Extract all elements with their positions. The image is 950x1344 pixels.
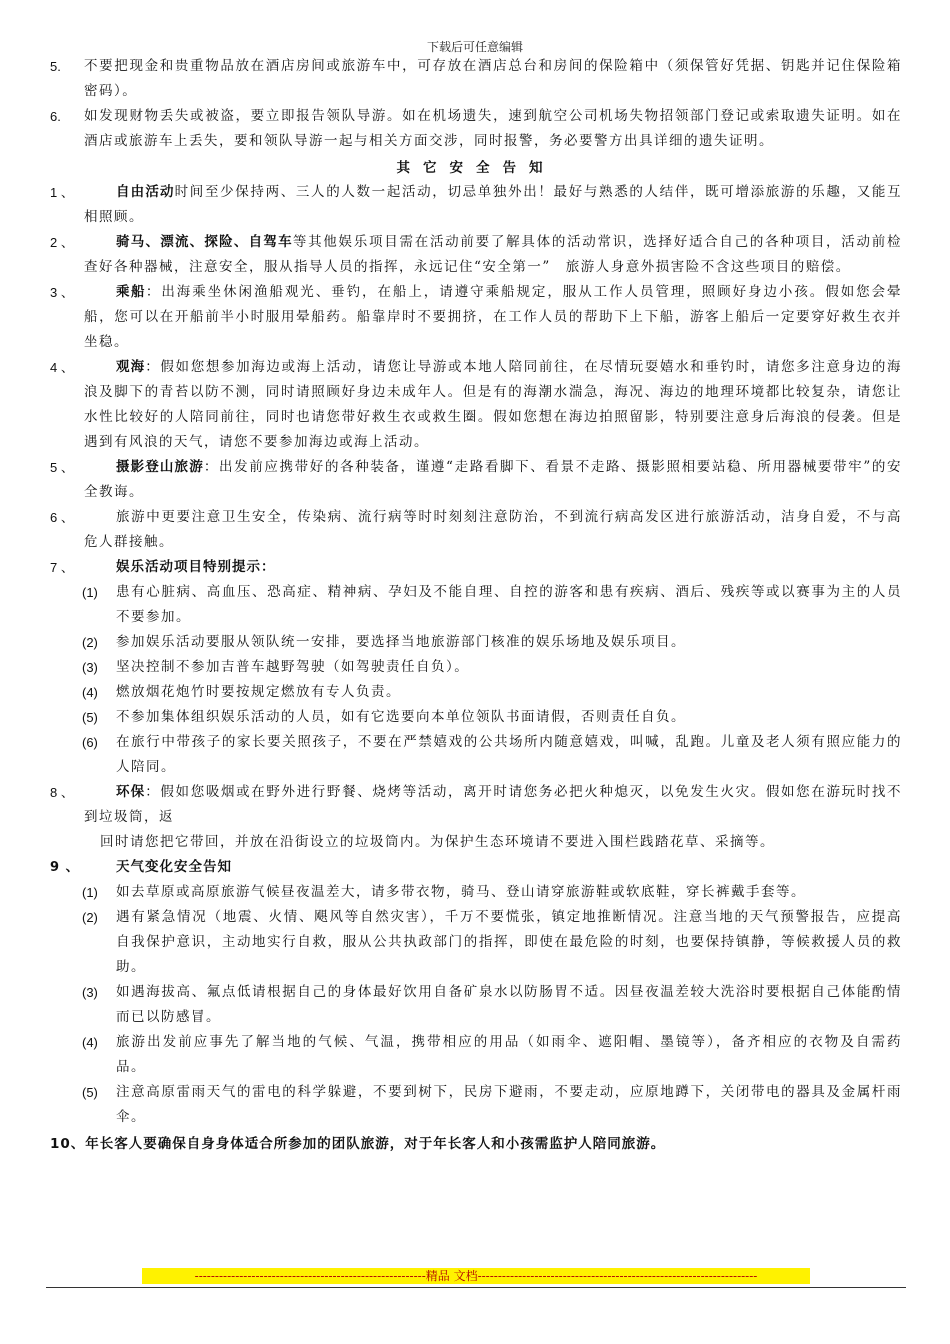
list-item-6: [50, 505, 902, 555]
item-bold-lead: 自由活动: [116, 184, 175, 200]
item-text: ：出发前应携带好的各种装备，谨遵“走路看脚下、看景不走路、摄影照相要站稳、所用器械要带牢”的安全教诲。: [84, 459, 903, 500]
list-item-3: [50, 280, 902, 355]
header-note: 下载后可任意编辑: [426, 40, 523, 54]
sub-item-7-4: [50, 680, 902, 705]
sub-number: (2): [82, 635, 98, 650]
item-bold-lead: 骑马、漂流、探险、自驾车: [116, 234, 293, 250]
sub-item-7-6: [50, 730, 902, 780]
sub-number: (1): [82, 885, 98, 900]
item-title: 天气变化安全告知: [116, 859, 232, 875]
sub-item-7-2: [50, 630, 902, 655]
sub-text: 患有心脏病、高血压、恐高症、精神病、孕妇及不能自理、自控的游客和患有疾病、酒后、残疾等或以赛事为主的人员不要参加。: [116, 584, 902, 625]
item-number: 1 、: [50, 185, 74, 200]
sub-number: (2): [82, 910, 98, 925]
sub-text: 燃放烟花炮竹时要按规定燃放有专人负责。: [116, 684, 401, 700]
sub-number: (1): [82, 585, 98, 600]
item-text: 等其他娱乐项目需在活动前要了解具体的活动常识，选择好适合自己的各种项目，活动前检查好各种器械，注意安全，服从指导人员的指挥，永远记住“安全第一” 旅游人身意外损害险不含这些项目的赔偿。: [84, 234, 903, 275]
list-item-1: [50, 180, 902, 230]
list-item-top-5: [50, 54, 902, 104]
list-item-9: [50, 855, 902, 880]
item-bold-lead: 环保: [116, 784, 146, 800]
sub-number: (5): [82, 710, 98, 725]
item-title: 娱乐活动项目特别提示：: [116, 559, 276, 575]
item-text: 不要把现金和贵重物品放在酒店房间或旅游车中，可存放在酒店总台和房间的保险箱中（须保管好凭据、钥匙并记住保险箱密码）。: [84, 58, 902, 99]
item-text: ：假如您想参加海边或海上活动，请您让导游或本地人陪同前往，在尽情玩耍嬉水和垂钓时，请您多注意身边的海浪及脚下的青苔以防不测，同时请照顾好身边未成年人。但是有的海潮水湍急，海况、海边的地理环境都比较复杂，请您让水性比较好的人陪同前往，同时也请您带好救生衣或救生圈。假如您想在海边拍照留影，特别要注意身后海浪的侵袭。但是遇到有风浪的天气，请您不要参加海边或海上活动。: [84, 359, 903, 450]
sub-text: 在旅行中带孩子的家长要关照孩子，不要在严禁嬉戏的公共场所内随意嬉戏，叫喊，乱跑。儿童及老人须有照应能力的人陪同。: [116, 734, 902, 775]
list-item-2: [50, 230, 902, 280]
item-number: 6 、: [50, 510, 74, 525]
item-text: 旅游中更要注意卫生安全，传染病、流行病等时时刻刻注意防治，不到流行病高发区进行旅游活动，洁身自爱，不与高危人群接触。: [84, 509, 902, 550]
sub-number: (5): [82, 1085, 98, 1100]
list-item-top-6: [50, 104, 902, 154]
document-body: [50, 54, 902, 1157]
item-bold-lead: 观海: [116, 359, 146, 375]
section-title: 其它安全告知: [396, 160, 556, 176]
item-number: 6.: [50, 109, 61, 124]
sub-item-9-3: [50, 980, 902, 1030]
sub-text: 参加娱乐活动要服从领队统一安排，要选择当地旅游部门核准的娱乐场地及娱乐项目。: [116, 634, 686, 650]
list-item-8: [50, 780, 902, 830]
list-item-7: [50, 555, 902, 580]
sub-text: 坚决控制不参加吉普车越野驾驶（如驾驶责任自负）。: [116, 659, 470, 675]
sub-item-7-1: [50, 580, 902, 630]
sub-item-9-5: [50, 1080, 902, 1130]
sub-item-7-5: [50, 705, 902, 730]
sub-text: 如去草原或高原旅游气候昼夜温差大，请多带衣物，骑马、登山请穿旅游鞋或软底鞋，穿长裤戴手套等。: [116, 884, 806, 900]
sub-number: (4): [82, 1035, 98, 1050]
sub-item-7-3: [50, 655, 902, 680]
sub-number: (3): [82, 985, 98, 1000]
list-item-4: [50, 355, 902, 455]
item-text: 时间至少保持两、三人的人数一起活动，切忌单独外出！最好与熟悉的人结伴，既可增添旅游的乐趣，又能互相照顾。: [84, 184, 903, 225]
item-bold-lead: 摄影登山旅游: [116, 459, 204, 475]
item-number: 5.: [50, 59, 61, 74]
sub-item-9-1: [50, 880, 902, 905]
sub-number: (4): [82, 685, 98, 700]
item-bold-lead: 乘船: [116, 284, 146, 300]
item-number: 7 、: [50, 560, 74, 575]
sub-text: 遇有紧急情况（地震、火情、飓风等自然灾害），千万不要慌张，镇定地推断情况。注意当地的天气预警报告，应提高自我保护意识，主动地实行自救，服从公共执政部门的指挥，即使在最危险的时刻，也要保持镇静，等候救援人员的救助。: [116, 909, 902, 975]
sub-text: 注意高原雷雨天气的雷电的科学躲避，不要到树下，民房下避雨，不要走动，应原地蹲下，关闭带电的器具及金属杆雨伞。: [116, 1084, 902, 1125]
item-text: ：假如您吸烟或在野外进行野餐、烧烤等活动，离开时请您务必把火种熄灭，以免发生火灾。假如您在游玩时找不到垃圾筒，返: [84, 784, 903, 825]
sub-number: (3): [82, 660, 98, 675]
sub-text: 旅游出发前应事先了解当地的气候、气温，携带相应的用品（如雨伞、遮阳帽、墨镜等），备齐相应的衣物及自需药品。: [116, 1034, 902, 1075]
item-number: 2 、: [50, 235, 74, 250]
list-item-8-continuation: 回时请您把它带回，并放在沿街设立的垃圾筒内。为保护生态环境请不要进入围栏践踏花草、采摘等。: [100, 834, 775, 850]
item-number: 4 、: [50, 360, 74, 375]
sub-text: 如遇海拔高、氟点低请根据自己的身体最好饮用自备矿泉水以防肠胃不适。因昼夜温差较大洗浴时要根据自己体能酌情而已以防感冒。: [116, 984, 902, 1025]
item-text: ：出海乘坐休闲渔船观光、垂钓，在船上，请遵守乘船规定，服从工作人员管理，照顾好身边小孩。假如您会晕船，您可以在开船前半小时服用晕船药。船靠岸时不要拥挤，在工作人员的帮助下上下船，游客上船后一定要穿好救生衣并坐稳。: [84, 284, 903, 350]
item-number: 5 、: [50, 460, 74, 475]
sub-text: 不参加集体组织娱乐活动的人员，如有它选要向本单位领队书面请假，否则责任自负。: [116, 709, 686, 725]
list-item-10: 10、年长客人要确保自身身体适合所参加的团队旅游，对于年长客人和小孩需监护人陪同旅游。: [50, 1136, 666, 1152]
list-item-5: [50, 455, 902, 505]
sub-item-9-2: [50, 905, 902, 980]
item-number: 9 、: [50, 860, 80, 875]
footer-divider: [46, 1287, 906, 1288]
item-number: 3 、: [50, 285, 74, 300]
footer-watermark: ---------------------------------------------------------精品 文档---------------------------------------------------------------------: [142, 1268, 810, 1284]
sub-number: (6): [82, 735, 98, 750]
item-text: 如发现财物丢失或被盗，要立即报告领队导游。如在机场遗失，速到航空公司机场失物招领部门登记或索取遗失证明。如在酒店或旅游车上丢失，要和领队导游一起与相关方面交涉，同时报警，务必要警方出具详细的遗失证明。: [84, 108, 902, 149]
item-number: 8 、: [50, 785, 74, 800]
sub-item-9-4: [50, 1030, 902, 1080]
